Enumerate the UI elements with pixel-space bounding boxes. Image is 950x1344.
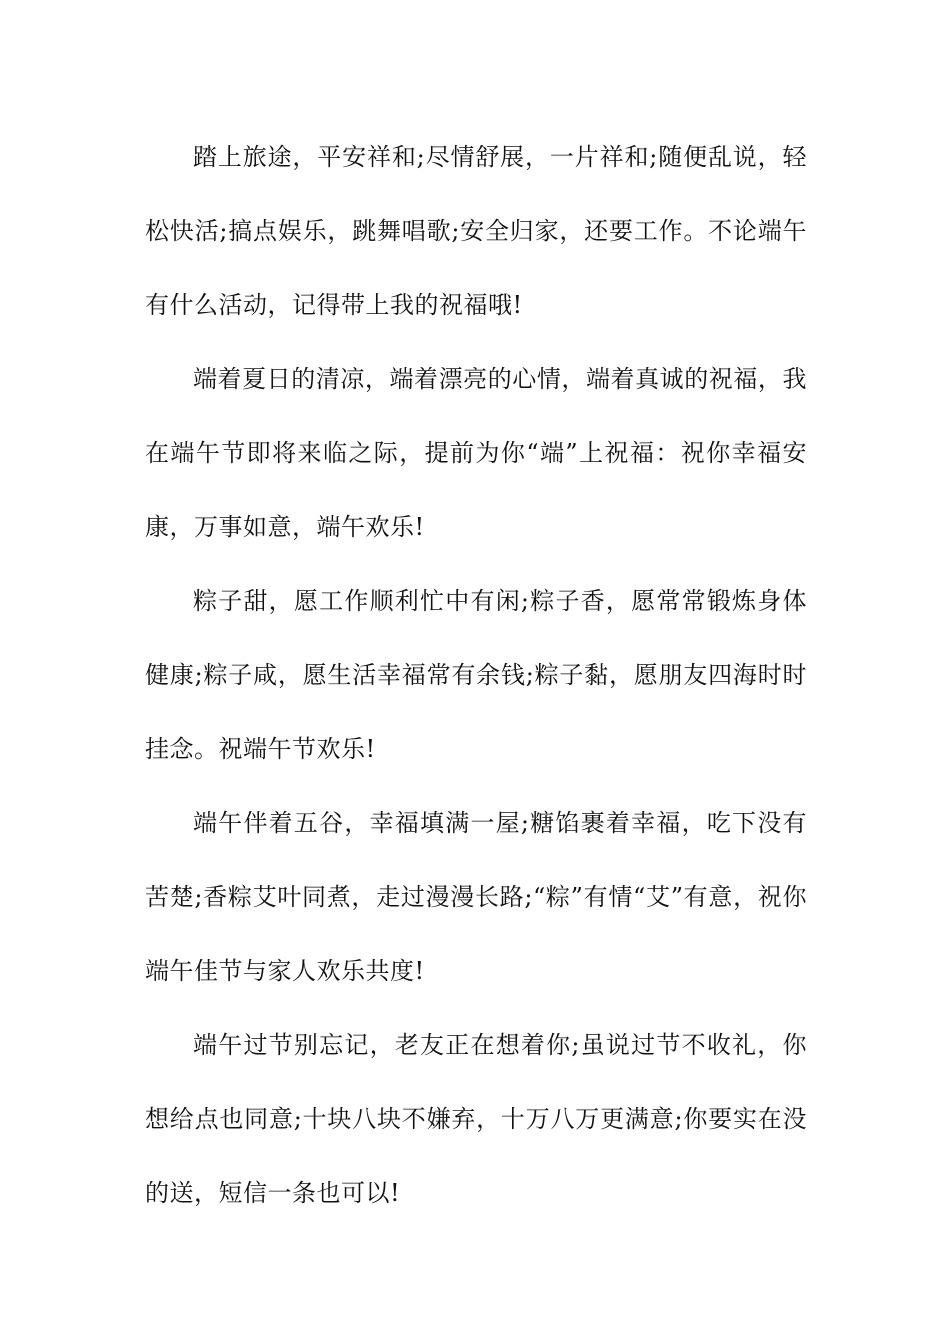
paragraph-4: 端午伴着五谷，幸福填满一屋;糖馅裹着幸福，吃下没有苦楚;香粽艾叶同煮，走过漫漫长路;“粽”有情“艾”有意，祝你端午佳节与家人欢乐共度!: [145, 809, 807, 985]
document-body: [145, 120, 807, 1230]
paragraph-3: 粽子甜，愿工作顺利忙中有闲;粽子香，愿常常锻炼身体健康;粽子咸，愿生活幸福常有余钱;粽子黏，愿朋友四海时时挂念。祝端午节欢乐!: [145, 587, 807, 763]
paragraph-5: 端午过节别忘记，老友正在想着你;虽说过节不收礼，你想给点也同意;十块八块不嫌弃，十万八万更满意;你要实在没的送，短信一条也可以!: [145, 1031, 807, 1207]
paragraph-1: 踏上旅途，平安祥和;尽情舒展，一片祥和;随便乱说，轻松快活;搞点娱乐，跳舞唱歌;安全归家，还要工作。不论端午有什么活动，记得带上我的祝福哦!: [145, 143, 807, 319]
paragraph-2: 端着夏日的清凉，端着漂亮的心情，端着真诚的祝福，我在端午节即将来临之际，提前为你“端”上祝福：祝你幸福安康，万事如意，端午欢乐!: [145, 365, 807, 541]
